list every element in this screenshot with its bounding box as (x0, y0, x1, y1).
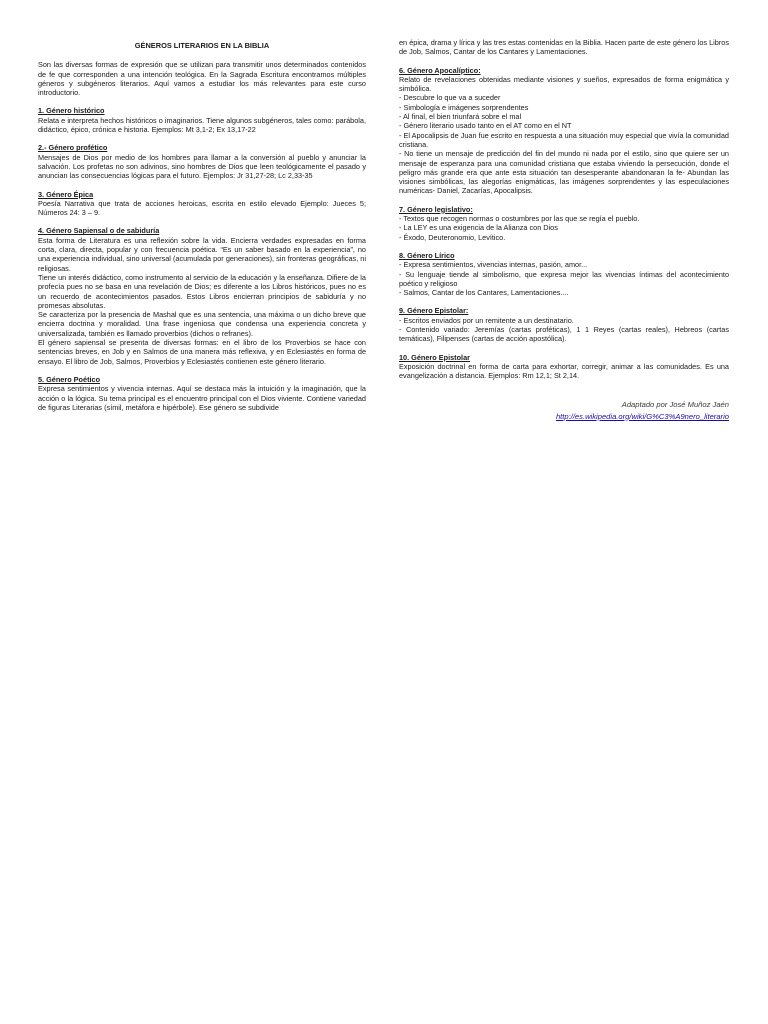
section-paragraph: - Al final, el bien triunfará sobre el mal (399, 112, 522, 122)
genre-section (399, 66, 729, 196)
section-heading: 5. Género Poético (38, 374, 101, 384)
document-title: GÉNEROS LITERARIOS EN LA BIBLIA (134, 41, 270, 50)
section-heading: 2.- Género profético (38, 143, 108, 153)
section-paragraph: - Escritos enviados por un remitente a un destinatario. (399, 315, 574, 325)
genre-section (38, 106, 366, 134)
section-paragraph: - Salmos, Cantar de los Cantares, Lamentaciones.... (399, 288, 569, 298)
section-paragraph: Esta forma de Literatura es una reflexión sobre la vida. Encierra verdades expresadas en forma corta, clara, directa, popular y con frecuencia poética. “Es un saber basado en la experiencia”, no una experiencia individual, sino universal (acumulada por generaciones), sin fronteras geográficas, ni religiosas. (38, 235, 366, 273)
section-heading: 10. Género Epistolar (399, 352, 470, 362)
genre-section (38, 226, 366, 365)
author-credit: Adaptado por José Muñoz Jaén (621, 399, 729, 409)
source-link[interactable]: http://es.wikipedia.org/wiki/G%C3%A9nero_literario (555, 411, 729, 421)
section-heading: 8. Género Lírico (399, 250, 455, 260)
section-heading: 3. Género Épica (38, 189, 94, 199)
section-heading: 4. Género Sapiensal o de sabiduría (38, 226, 160, 236)
intro-paragraph: Son las diversas formas de expresión que se utilizan para transmitir unos determinados contenidos de fe que corresponden a una intención teológica. En la Sagrada Escritura encontramos múltiples géneros y subgéneros literarios. Aquí vamos a estudiar los más relevantes para este curso introductorio. (38, 60, 366, 98)
section-paragraph: El género sapiensal se presenta de diversas formas: en el libro de los Proverbios se hace con sentencias breves, en Job y en Salmos de una manera más reflexiva, y en Eclesiastés en forma de ensayo. El libro de Job, Salmos, Proverbios y Eclesiastés contienen este género literario. (38, 338, 366, 366)
genre-section (38, 375, 366, 412)
section-heading: 9. Género Epistolar: (399, 306, 469, 316)
genre-section (38, 143, 366, 180)
section-heading: 6. Género Apocalíptico: (399, 65, 481, 75)
section-paragraph: Relato de revelaciones obtenidas mediante visiones y sueños, expresados de forma enigmática y simbólica. (399, 74, 729, 94)
section-heading: 1. Género histórico (38, 106, 105, 116)
genre-section (38, 190, 366, 218)
section-paragraph: - Simbología e imágenes sorprendentes (399, 102, 529, 112)
continuation-paragraph: en épica, drama y lírica y las tres estas contenidas en la Biblia. Hacen parte de este género los Libros de Job, Salmos, Cantar de los Cantares y Lamentaciones. (399, 38, 729, 57)
section-paragraph: Poesía Narrativa que trata de acciones heroicas, escrita en estilo elevado Ejemplo: Jueces 5; Números 24: 3 – 9. (38, 198, 366, 218)
section-paragraph: - El Apocalipsis de Juan fue escrito en respuesta a una situación muy especial que vivía la comunidad cristiana. (399, 130, 729, 149)
genre-section (399, 205, 729, 242)
right-column (399, 38, 729, 423)
section-paragraph: - Textos que recogen normas o costumbres por las que se regía el pueblo. (399, 214, 640, 224)
section-paragraph: Relata e interpreta hechos históricos o imaginarios. Tiene algunos subgéneros, tales como: parábola, didáctico, épico, crónica e historia. Ejemplos: Mt 3,1-2; Ex 13,17-22 (38, 115, 366, 135)
section-paragraph: Tiene un interés didáctico, como instrumento al servicio de la educación y la enseñanza. Difiere de la profecía pues no se basa en una revelación de Dios; es diferente a los Libros históricos, pues no es un recuerdo de acontecimientos pasados. Estos Libros encierran principios de sabiduría y no promesas absolutas. (38, 272, 366, 310)
section-paragraph: Exposición doctrinal en forma de carta para exhortar, corregir, animar a las comunidades. Es una evangelización a distancia. Ejemplos: Rm 12,1; St 2,14. (399, 361, 729, 381)
section-paragraph: - Su lenguaje tiende al simbolismo, que expresa mejor las vivencias íntimas del acontecimiento poético y religioso (399, 269, 729, 288)
left-column (38, 38, 366, 421)
section-paragraph: - La LEY es una exigencia de la Alianza con Dios (399, 223, 558, 233)
genre-section (399, 353, 729, 381)
section-paragraph: Se caracteriza por la presencia de Mashal que es una sentencia, una máxima o un dicho breve que encierra doctrina y moralidad. Una frase ingeniosa que condensa una experiencia concreta y universalizada, también es llamado proverbios (dichos o refranes). (38, 310, 366, 338)
section-heading: 7. Género legislativo: (399, 204, 473, 214)
genre-section (399, 306, 729, 343)
section-paragraph: - Descubre lo que va a suceder (399, 93, 501, 103)
section-paragraph: - Género literario usado tanto en el AT como en el NT (399, 121, 572, 131)
left-sections (38, 106, 366, 412)
section-paragraph: - Contenido variado: Jeremías (cartas proféticas), 1 1 Reyes (cartas reales), Hebreos (cartas temáticas), Filipenses (cartas de acción apostólica). (399, 325, 729, 344)
section-paragraph: - No tiene un mensaje de predicción del fin del mundo ni nada por el estilo, sino que quiere ser un mensaje de esperanza para una comunidad cristiana que estaba viviendo la persecución, donde el peligro más grande era que ante esta situación tan desesperante abandonaran la fe- Abundan las visiones simbólicas, las alegorías enigmáticas, las imágenes sorprendentes y las especulaciones numéricas- Daniel, Zacarías, Apocalipsis. (399, 149, 729, 196)
right-sections (399, 66, 729, 381)
section-paragraph: - Expresa sentimientos, vivencias internas, pasión, amor... (399, 260, 588, 270)
genre-section (399, 251, 729, 297)
section-paragraph: Expresa sentimientos y vivencia internas. Aquí se destaca más la intuición y la imaginación, que la acción o la lógica. Su tema principal es el encuentro principal con el Dios viviente. Contiene variedad de figuras Literarias (símil, metáfora e hipérbole). Ese género se subdivide (38, 384, 366, 412)
section-paragraph: - Éxodo, Deuteronomio, Levítico. (399, 232, 506, 242)
section-paragraph: Mensajes de Dios por medio de los hombres para llamar a la conversión al pueblo y anunciar la salvación. Los profetas no son adivinos, sino hombres de Dios que leen teológicamente el pasado y anuncian las consecuencias lógicas para el futuro. Ejemplos: Jr 31,27-28; Lc 2,33-35 (38, 152, 366, 181)
